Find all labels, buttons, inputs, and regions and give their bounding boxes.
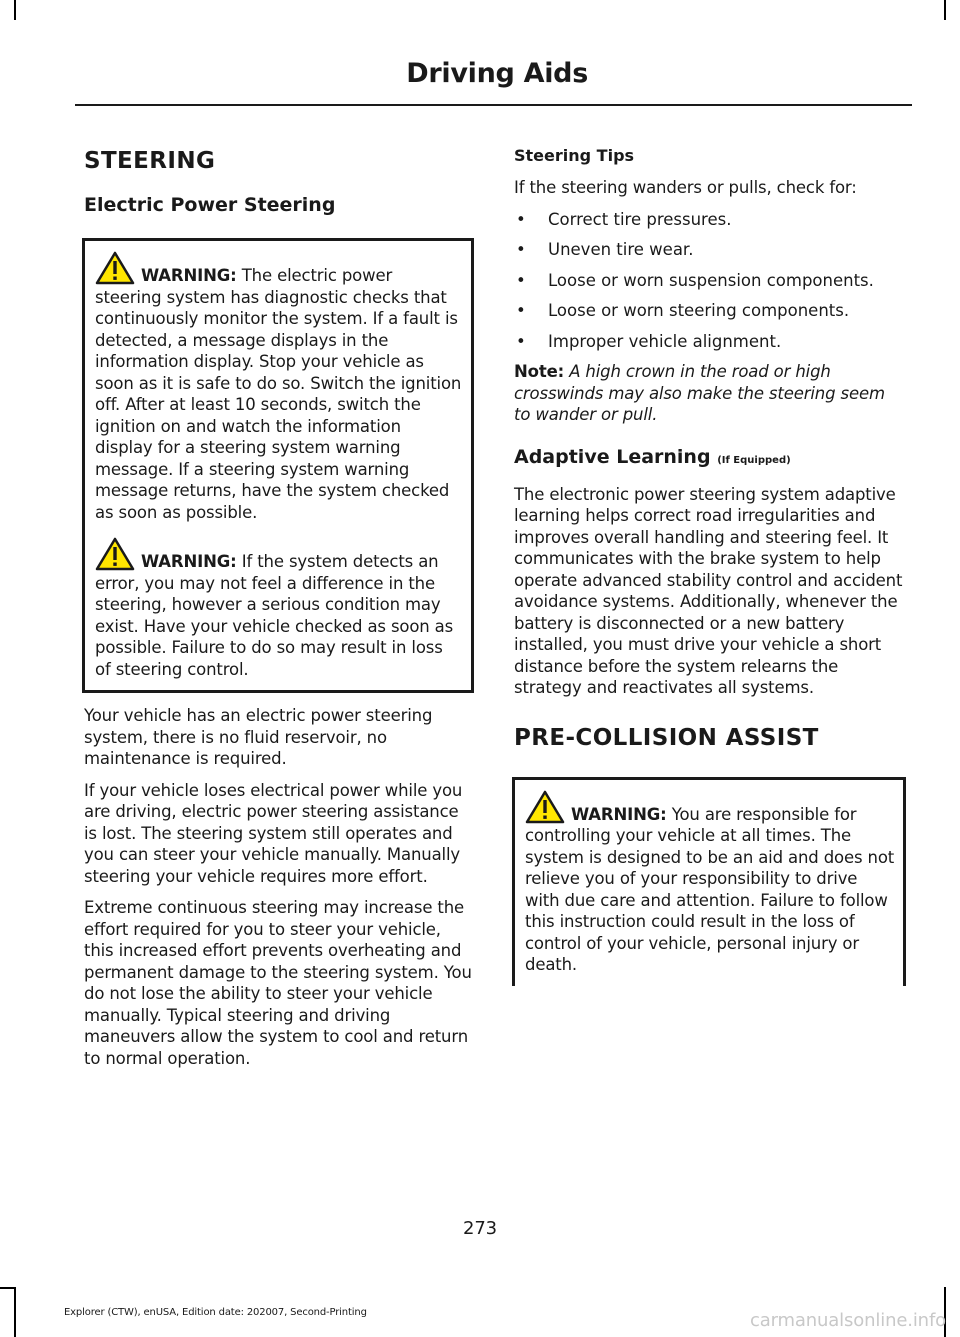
paragraph-eps-3: Extreme continuous steering may increase the effort required for you to steer your vehicle, this increased effort prevents overheating and permanent damage to the steering system. You do not lose the ability to steer your vehicle manually. Typical steering and driving maneuvers allow the system to cool and return to normal operation. (84, 898, 472, 1068)
paragraph-eps-2: If your vehicle loses electrical power while you are driving, electric power steering assistance is lost. The steering system still operates and you can steer your vehicle manually. Manually steering your vehicle requires more effort. (84, 780, 463, 886)
steering-tips-intro: If the steering wanders or pulls, check for: (514, 178, 857, 197)
left-column (84, 140, 474, 1079)
warning-label: WARNING: (141, 266, 237, 285)
warning-pca (525, 790, 895, 976)
crop-mark-top-left (14, 0, 16, 20)
subsection-title-eps: Electric Power Steering (84, 194, 336, 216)
section-title-pca: PRE-COLLISION ASSIST (514, 724, 819, 751)
list-item: • Uneven tire wear. (514, 239, 906, 261)
header-rule (75, 104, 912, 106)
note (514, 361, 906, 426)
steering-tips-list (514, 209, 906, 353)
warning-text-pca: You are responsible for controlling your vehicle at all times. The system is designed to be an aid and does not relieve you of your responsibility to drive with due care and attention. Failure to follow this instruction could result in the loss of control of your vehicle, personal injury or death. (525, 804, 895, 974)
warning-triangle-icon (95, 251, 135, 285)
warning-triangle-icon (525, 790, 565, 824)
warning-box-steering (82, 238, 474, 693)
crop-mark-bottom-left (14, 1287, 16, 1337)
list-item: • Correct tire pressures. (514, 209, 906, 231)
right-column (514, 140, 906, 998)
list-item: • Loose or worn suspension components. (514, 270, 906, 292)
warning-text-1: The electric power steering system has diagnostic checks that continuously monitor the system. If a fault is detected, a message displays in the information display. Stop your vehicle as soon as it is safe to do so. Switch the ignition off. After at least 10 seconds, switch the ignition on and watch the information display for a steering system warning message. If a steering system warning message returns, have the system checked as soon as possible. (95, 266, 462, 522)
chapter-title: Driving Aids (406, 58, 588, 89)
list-item: • Improper vehicle alignment. (514, 331, 906, 353)
adaptive-learning-title (514, 446, 906, 468)
page-number: 273 (463, 1218, 497, 1239)
warning-text-2: If the system detects an error, you may not feel a difference in the steering, however a serious condition may exist. Have your vehicle checked as soon as possible. Failure to do so may result in loss of steering control. (95, 552, 454, 679)
warning-triangle-icon (95, 537, 135, 571)
note-text: A high crown in the road or high crosswinds may also make the steering seem to wander or pull. (514, 362, 885, 424)
warning-box-pca (512, 777, 906, 986)
crop-mark-top-right (944, 0, 946, 20)
adaptive-learning-title-text: Adaptive Learning (514, 445, 711, 468)
watermark: carmanualsonline.info (749, 1310, 946, 1331)
warning-label: WARNING: (571, 804, 667, 824)
paragraph-eps-1: Your vehicle has an electric power steering system, there is no fluid reservoir, no maintenance is required. (84, 706, 433, 768)
crop-mark-bottom-left-h (0, 1287, 16, 1289)
section-title-steering: STEERING (84, 148, 216, 174)
list-item: • Loose or worn steering components. (514, 300, 906, 322)
warning-1 (95, 251, 463, 523)
edition-info: Explorer (CTW), enUSA, Edition date: 202007, Second-Printing (64, 1307, 367, 1318)
note-label: Note: (514, 362, 565, 381)
warning-label: WARNING: (141, 552, 237, 571)
adaptive-learning-text: The electronic power steering system adaptive learning helps correct road irregularities and improves overall handling and steering feel. It communicates with the brake system to help operate advanced stability control and accident avoidance systems. Additionally, whenever the battery is disconnected or a new battery installed, you must drive your vehicle a short distance before the system relearns the strategy and reactivates all systems. (514, 484, 903, 697)
warning-2 (95, 537, 463, 680)
steering-tips-title: Steering Tips (514, 146, 635, 165)
if-equipped-tag: (If Equipped) (717, 454, 791, 466)
